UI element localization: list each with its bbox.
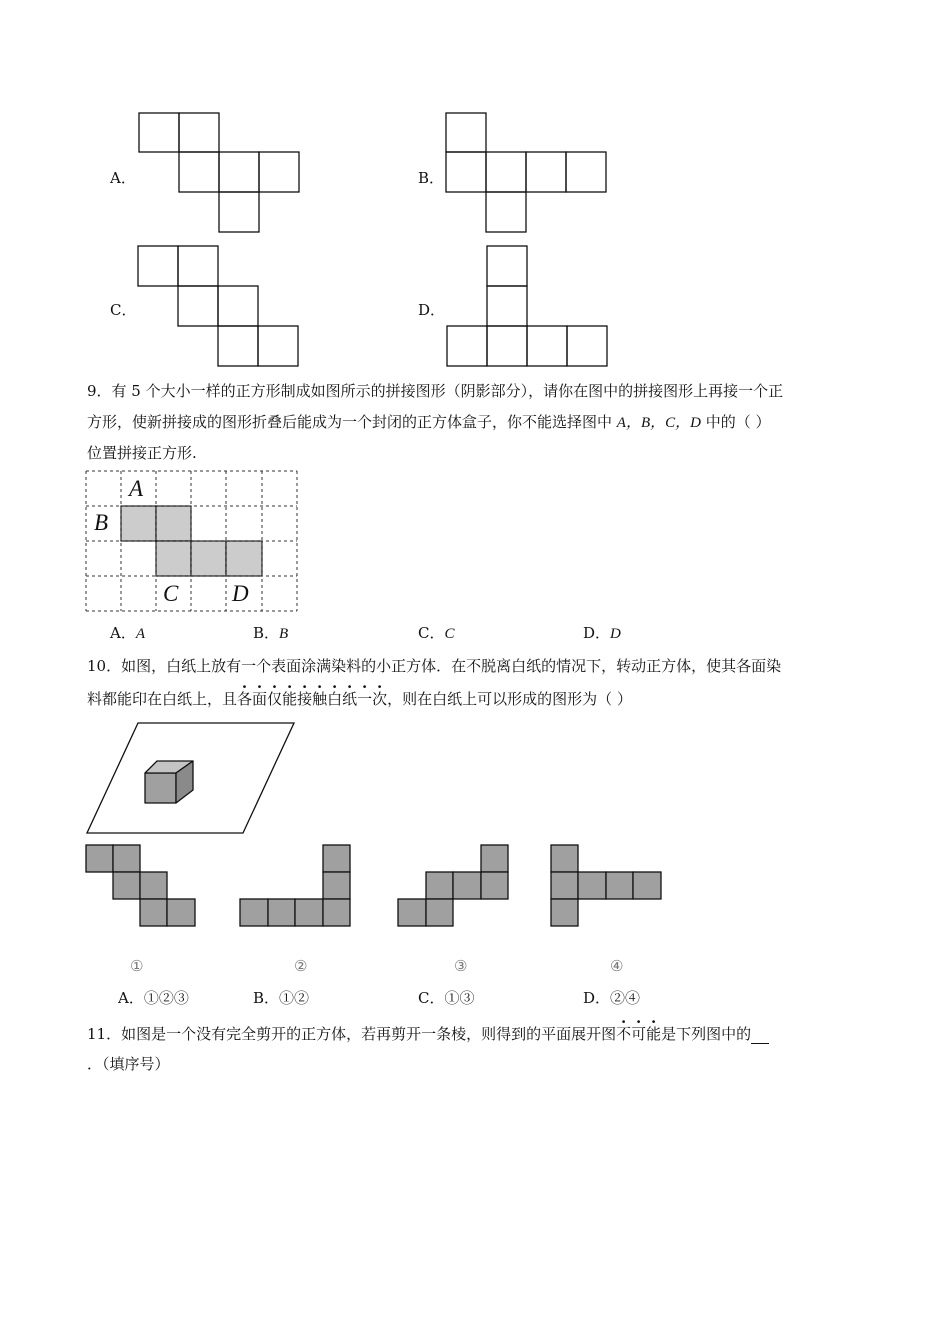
q8-option-b-label: B． bbox=[418, 169, 445, 187]
q11-line1-post: 是下列图中的 bbox=[661, 1025, 752, 1043]
q9-text-line3: 位置拼接正方形. bbox=[87, 444, 197, 462]
q9-line2-letters: A，B，C，D bbox=[616, 415, 701, 431]
emphasis-char: 纸 bbox=[342, 690, 358, 708]
q10-option-a[interactable]: A．①②③ bbox=[118, 989, 189, 1007]
q10-figure-label-3: ③ bbox=[454, 957, 468, 975]
emphasis-char: 接 bbox=[297, 690, 313, 708]
emphasis-char: 次 bbox=[372, 690, 388, 708]
emphasis-char: 仅 bbox=[267, 690, 283, 708]
q10-figure-label-2: ② bbox=[294, 957, 308, 975]
q10-figure-label-4: ④ bbox=[610, 957, 624, 975]
q10-option-d[interactable]: D．②④ bbox=[583, 989, 641, 1007]
q10-figure-label-1: ① bbox=[130, 957, 144, 975]
q11-text-line1 bbox=[87, 1024, 769, 1044]
emphasis-char: 能 bbox=[646, 1025, 662, 1043]
q9-grid-label-b: B bbox=[94, 510, 109, 535]
q9-grid-label-a: A bbox=[129, 476, 144, 501]
q8-option-d-label: D． bbox=[418, 301, 446, 319]
q10-line2-pre: 料都能印在白纸上，且 bbox=[87, 690, 238, 708]
q9-grid-label-d: D bbox=[232, 581, 249, 606]
q8-option-c-label: C． bbox=[110, 301, 137, 319]
q11-line1-pre: 11．如图是一个没有完全剪开的正方体，若再剪开一条棱，则得到的平面展开图 bbox=[87, 1025, 617, 1043]
emphasis-char: 白 bbox=[327, 690, 343, 708]
q10-text-line1: 10．如图，白纸上放有一个表面涂满染料的小正方体．在不脱离白纸的情况下，转动正方体，使其各面染 bbox=[87, 657, 782, 675]
q11-line1-emphasis bbox=[616, 1025, 661, 1043]
q11-answer-blank[interactable] bbox=[751, 1027, 769, 1044]
q9-option-b[interactable]: B．B bbox=[253, 624, 289, 642]
q9-option-d[interactable]: D．D bbox=[583, 624, 621, 642]
q9-option-a[interactable]: A．A bbox=[110, 624, 146, 642]
emphasis-char: 一 bbox=[357, 690, 373, 708]
emphasis-char: 能 bbox=[282, 690, 298, 708]
q9-line2-post: 中的（ ） bbox=[700, 413, 771, 431]
emphasis-char: 不 bbox=[616, 1025, 632, 1043]
q9-text-line1: 9．有 5 个大小一样的正方形制成如图所示的拼接图形（阴影部分），请你在图中的拼接图形上再接一个正 bbox=[87, 382, 784, 400]
emphasis-char: 触 bbox=[312, 690, 328, 708]
q10-line2-post: ，则在白纸上可以形成的图形为（ ） bbox=[387, 690, 632, 708]
q9-grid-label-c: C bbox=[163, 581, 179, 606]
q8-option-a-label: A． bbox=[110, 169, 136, 187]
q11-text-line2: ．（填序号） bbox=[87, 1055, 170, 1073]
q10-option-b[interactable]: B．①② bbox=[253, 989, 310, 1007]
q9-option-c[interactable]: C．C bbox=[418, 624, 455, 642]
emphasis-char: 可 bbox=[631, 1025, 647, 1043]
emphasis-char: 面 bbox=[252, 690, 268, 708]
q10-option-c[interactable]: C．①③ bbox=[418, 989, 475, 1007]
emphasis-char: 各 bbox=[237, 690, 253, 708]
q9-line2-pre: 方形，使新拼接成的图形折叠后能成为一个封闭的正方体盒子，你不能选择图中 bbox=[87, 413, 617, 431]
